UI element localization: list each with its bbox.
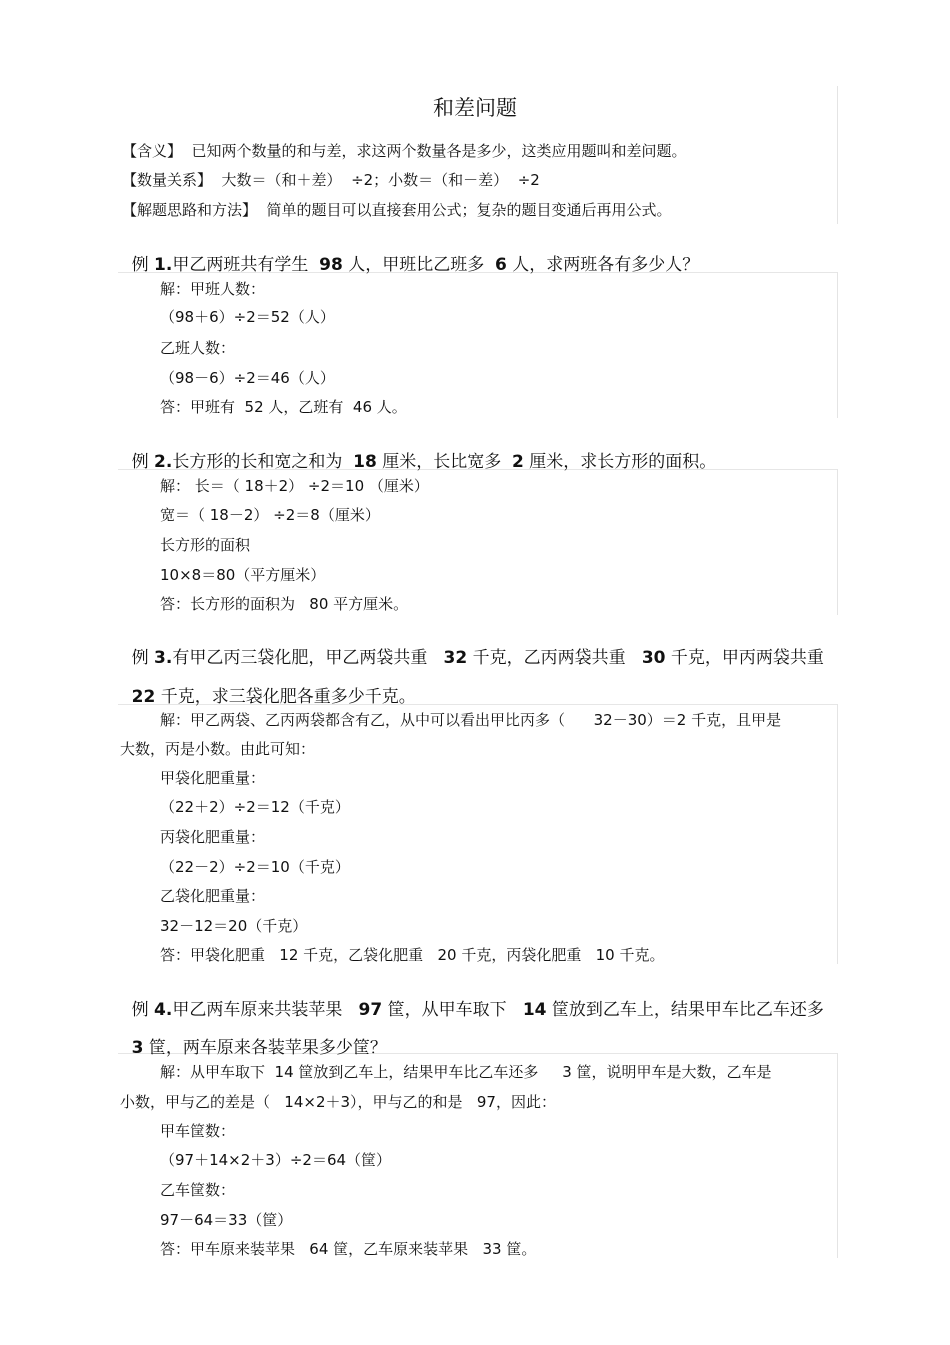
example-number: 2.	[154, 452, 173, 472]
solution-line-wrap: 大数，丙是小数。由此可知：	[120, 740, 316, 758]
example-prefix: 例	[131, 452, 155, 472]
solution-line: 长方形的面积	[160, 536, 251, 554]
solution-line: （98－6）÷2＝46（人）	[160, 369, 335, 387]
solution-answer: 答：甲袋化肥重 12 千克，乙袋化肥重 20 千克，丙袋化肥重 10 千克。	[160, 946, 665, 964]
question-text: 筐，从甲车取下	[382, 1000, 523, 1020]
question-text: 长方形的长和宽之和为	[172, 452, 354, 472]
solution-line: 解：从甲车取下 14 筐放到乙车上，结果甲车比乙车还多 3 筐，说明甲车是大数，乙车是	[160, 1063, 772, 1081]
question-number: 22	[131, 687, 156, 707]
example3-box-right-rule	[837, 704, 838, 964]
question-text: 筐，两车原来各装苹果多少筐？	[143, 1038, 387, 1058]
intro-method: 【解题思路和方法】 简单的题目可以直接套用公式；复杂的题目变通后再用公式。	[122, 201, 672, 219]
solution-answer: 答：甲车原来装苹果 64 筐，乙车原来装苹果 33 筐。	[160, 1240, 537, 1258]
question-text: 筐放到乙车上，结果甲车比乙车还多	[546, 1000, 824, 1020]
page-title: 和差问题	[433, 96, 517, 120]
question-text: 千克，乙丙两袋共重	[467, 648, 642, 668]
question-number: 30	[641, 648, 666, 668]
solution-line: 解：甲班人数：	[160, 280, 266, 298]
solution-answer: 答：甲班有 52 人，乙班有 46 人。	[160, 398, 407, 416]
question-number: 3	[131, 1038, 144, 1058]
solution-line: （98＋6）÷2＝52（人）	[160, 308, 335, 326]
example1-box-right-rule	[837, 272, 838, 418]
question-text: 甲乙两车原来共装苹果	[172, 1000, 359, 1020]
example-number: 3.	[154, 648, 173, 668]
solution-line: 乙袋化肥重量：	[160, 887, 266, 905]
solution-line-wrap: 小数，甲与乙的差是（ 14×2＋3），甲与乙的和是 97，因此：	[120, 1093, 556, 1111]
question-number: 14	[522, 1000, 547, 1020]
solution-line: 32－12＝20（千克）	[160, 917, 308, 935]
solution-line: （22－2）÷2＝10（千克）	[160, 858, 350, 876]
example-prefix: 例	[131, 1000, 155, 1020]
example-number: 4.	[154, 1000, 173, 1020]
example2-box-right-rule	[837, 469, 838, 615]
question-text: 厘米，求长方形的面积。	[523, 452, 717, 472]
question-text: 厘米，长比宽多	[376, 452, 513, 472]
example-prefix: 例	[131, 255, 155, 275]
intro-meaning: 【含义】 已知两个数量的和与差，求这两个数量各是多少，这类应用题叫和差问题。	[122, 142, 687, 160]
solution-line: 97－64＝33（筐）	[160, 1211, 293, 1229]
question-number: 97	[358, 1000, 383, 1020]
example-prefix: 例	[131, 648, 155, 668]
question-number: 32	[443, 648, 468, 668]
solution-answer: 答：长方形的面积为 80 平方厘米。	[160, 595, 409, 613]
solution-line: 甲袋化肥重量：	[160, 769, 266, 787]
solution-line: 乙车筐数：	[160, 1181, 236, 1199]
solution-line: （22＋2）÷2＝12（千克）	[160, 798, 350, 816]
question-number: 6	[495, 255, 507, 275]
question-number: 2	[512, 452, 524, 472]
solution-line: 解：甲乙两袋、乙丙两袋都含有乙，从中可以看出甲比丙多（ 32－30）＝2 千克，且甲是	[160, 711, 782, 729]
question-text: 千克，甲丙两袋共重	[665, 648, 824, 668]
question-number: 98	[319, 255, 343, 275]
question-text: 人，甲班比乙班多	[342, 255, 496, 275]
solution-line: 乙班人数：	[160, 339, 236, 357]
solution-line: 甲车筐数：	[160, 1122, 236, 1140]
solution-line: 解： 长＝（ 18＋2） ÷2＝10 （厘米）	[160, 477, 429, 495]
question-text: 千克，求三袋化肥各重多少千克。	[155, 687, 416, 707]
solution-line: 丙袋化肥重量：	[160, 828, 266, 846]
solution-line: （97＋14×2＋3）÷2＝64（筐）	[160, 1151, 392, 1169]
question-text: 有甲乙丙三袋化肥，甲乙两袋共重	[172, 648, 444, 668]
question-text: 甲乙两班共有学生	[172, 255, 320, 275]
example4-box-right-rule	[837, 1053, 838, 1258]
intro-relation: 【数量关系】 大数＝（和＋差） ÷2；小数＝（和－差） ÷2	[122, 171, 540, 189]
solution-line: 10×8＝80（平方厘米）	[160, 566, 326, 584]
question-text: 人，求两班各有多少人？	[506, 255, 700, 275]
example-number: 1.	[154, 255, 173, 275]
question-number: 18	[353, 452, 377, 472]
solution-line: 宽＝（ 18－2） ÷2＝8（厘米）	[160, 506, 380, 524]
